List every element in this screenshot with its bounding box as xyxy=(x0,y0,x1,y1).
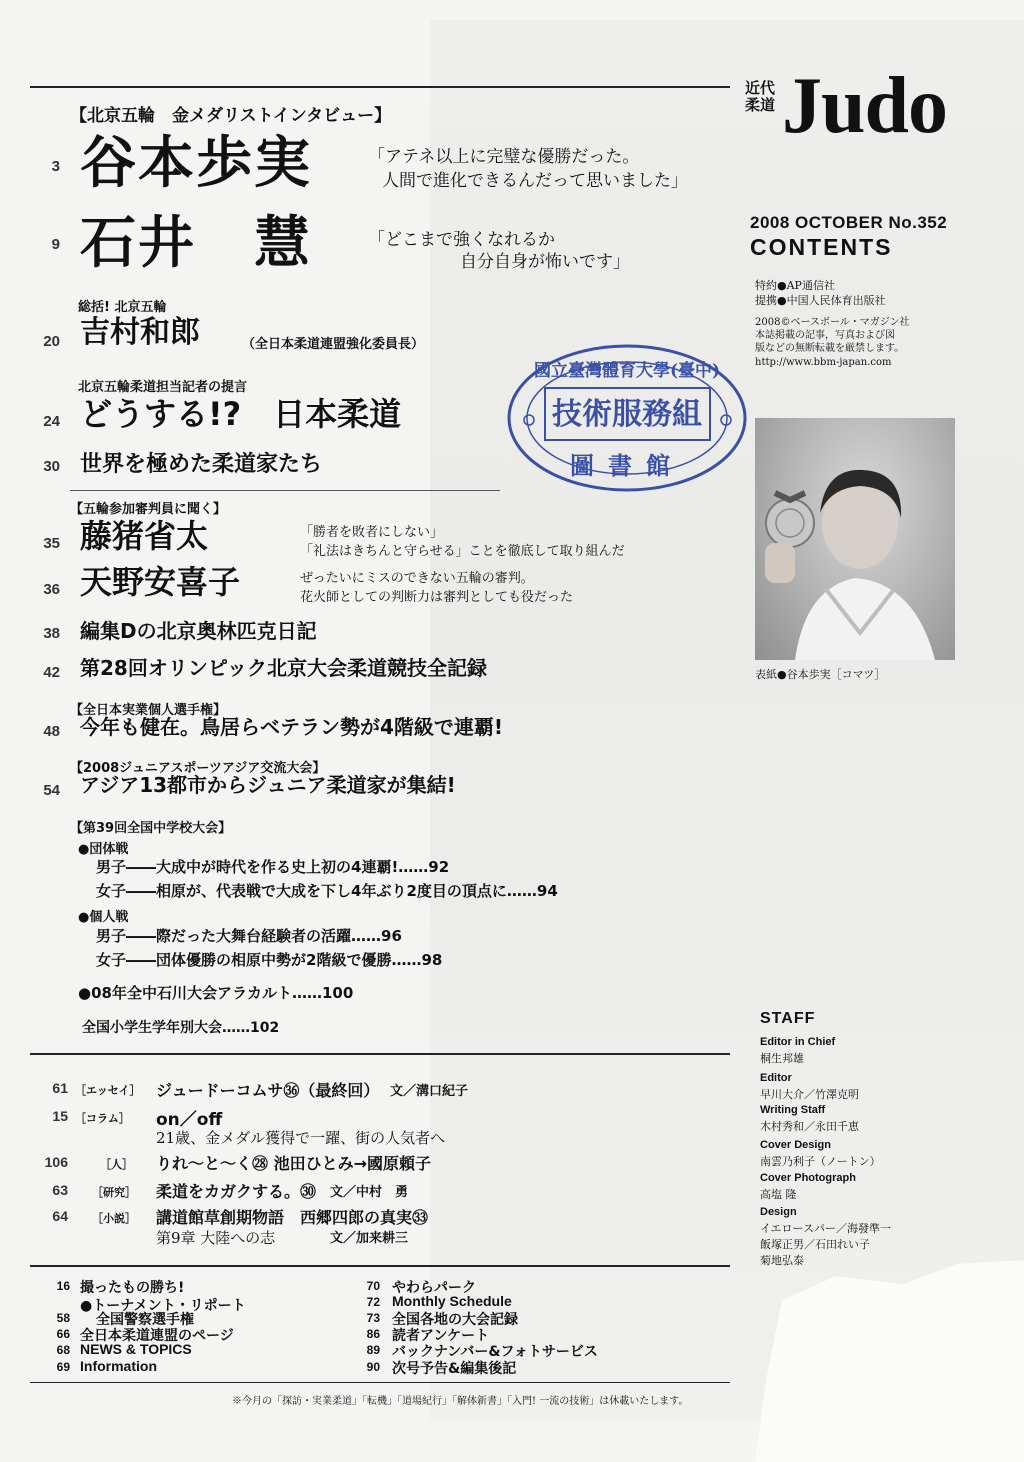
article-title-fujii[interactable]: 藤猪省太 xyxy=(80,517,209,555)
page-number: 24 xyxy=(43,413,60,430)
quote-fujii-2: 「礼法はきちんと守らせる」ことを徹底して取り組んだ xyxy=(300,544,625,559)
bottom-item[interactable]: Information xyxy=(80,1358,157,1374)
article-title-asia[interactable]: アジア13都市からジュニア柔道家が集結! xyxy=(80,773,456,797)
footnote: ※今月の「探訪・実業柔道」「転機」「道場紀行」「解体新書」「入門! 一流の技術」は休載いたします。 xyxy=(232,1396,689,1407)
staff-name: 飯塚正男／石田れい子 xyxy=(760,1238,870,1251)
series-sub-novel: 第9章 大陸への志 xyxy=(156,1229,276,1247)
page-number: 36 xyxy=(43,581,60,598)
page-number: 48 xyxy=(43,723,60,740)
series-category: ［人］ xyxy=(100,1158,133,1171)
page-number: 106 xyxy=(44,1154,68,1170)
page-number: 64 xyxy=(52,1208,68,1224)
series-title-relay[interactable]: りれ～と～く㉘ 池田ひとみ→國原頼子 xyxy=(156,1154,431,1173)
page-number: 90 xyxy=(366,1360,380,1374)
copyright-2: 本誌掲載の記事，写真および図 xyxy=(755,330,895,341)
series-title-novel[interactable]: 講道館草創期物語 西郷四郎の真実㉝ xyxy=(156,1208,429,1227)
page-number: 54 xyxy=(43,782,60,799)
stamp-bottom-text: 圖書館 xyxy=(570,451,684,480)
quote-amano-2: 花火師としての判断力は審判としても役だった xyxy=(300,590,574,605)
staff-role: Editor in Chief xyxy=(760,1036,836,1048)
header-tag: 【北京五輪 金メダリストインタビュー】 xyxy=(70,106,392,126)
section-tag: 【五輪参加審判員に聞く】 xyxy=(70,502,227,517)
individual-girls[interactable]: 女子――団体優勝の相原中勢が2階級で優勝……98 xyxy=(96,951,443,969)
quote-amano-1: ぜったいにミスのできない五輪の審判。 xyxy=(300,571,534,586)
article-title-amano[interactable]: 天野安喜子 xyxy=(80,563,241,601)
series-title-column[interactable]: on／off xyxy=(156,1110,223,1130)
logo-judo: Judo xyxy=(782,62,947,150)
staff-name: 桐生邦雄 xyxy=(760,1052,804,1065)
section-tag: 【全日本実業個人選手権】 xyxy=(70,703,227,718)
library-stamp xyxy=(505,340,750,495)
quote-ishii-2: 自分自身が怖いです」 xyxy=(460,252,630,272)
article-title-records[interactable]: 第28回オリンピック北京大会柔道競技全記録 xyxy=(80,656,488,680)
bottom-item[interactable]: 全国各地の大会記録 xyxy=(392,1312,518,1328)
staff-role: Cover Photograph xyxy=(760,1172,856,1184)
bottom-item[interactable]: 撮ったもの勝ち! xyxy=(80,1280,185,1296)
staff-name: 菊地弘泰 xyxy=(760,1254,804,1267)
ishikawa-ala-carte[interactable]: ●08年全中石川大会アラカルト……100 xyxy=(78,984,354,1002)
staff-name: 南雲乃利子（ノートン） xyxy=(760,1155,881,1168)
page-number: 3 xyxy=(51,158,60,175)
staff-name: 木村秀和／永田千恵 xyxy=(760,1120,859,1133)
logo-kanji: 近代柔道 xyxy=(745,79,776,115)
series-category: ［エッセイ］ xyxy=(75,1084,141,1097)
article-title-tanimoto[interactable]: 谷本歩実 xyxy=(80,131,312,196)
quote-tanimoto-1: 「アテネ以上に完璧な優勝だった。 xyxy=(368,147,640,167)
quote-ishii-1: 「どこまで強くなれるか xyxy=(368,230,555,250)
bottom-item[interactable]: 読者アンケート xyxy=(392,1328,490,1344)
page-number: 66 xyxy=(56,1327,70,1341)
series-title-essay[interactable]: ジュードーコムサ㊱（最終回） xyxy=(156,1081,380,1100)
page-number: 35 xyxy=(43,535,60,552)
individual-boys[interactable]: 男子――際だった大舞台経験者の活躍……96 xyxy=(96,927,402,945)
credit-special: 特約●AP通信社 xyxy=(755,279,835,292)
article-title-veteran[interactable]: 今年も健在。鳥居らベテラン勢が4階級で連覇! xyxy=(80,715,504,739)
elementary-tournament[interactable]: 全国小学生学年別大会……102 xyxy=(82,1020,280,1036)
series-author-science: 文／中村 勇 xyxy=(330,1185,409,1200)
staff-role: Writing Staff xyxy=(760,1104,826,1116)
bottom-item[interactable]: やわらパーク xyxy=(392,1280,476,1296)
top-rule xyxy=(30,86,730,88)
page-number: 16 xyxy=(56,1279,70,1293)
copyright-3: 版などの無断転載を厳禁します。 xyxy=(755,343,905,354)
section-rule xyxy=(70,490,500,491)
bottom-item[interactable]: バックナンバー&フォトサービス xyxy=(392,1344,598,1360)
staff-name: 高塩 隆 xyxy=(760,1188,797,1201)
series-author-essay: 文／溝口紀子 xyxy=(390,1084,469,1099)
footer-rule xyxy=(30,1382,730,1383)
series-title-science[interactable]: 柔道をカガクする。㉚ xyxy=(156,1182,317,1201)
cover-caption: 表紙●谷本歩実［コマツ］ xyxy=(755,668,886,681)
staff-name: イエロースパー／海發準一 xyxy=(760,1222,892,1235)
stamp-top-text: 國立臺灣體育大學(臺中) xyxy=(533,361,721,381)
page-number: 72 xyxy=(366,1295,380,1309)
series-category: ［研究］ xyxy=(92,1186,136,1199)
credit-provided: 提携●中国人民体育出版社 xyxy=(755,294,886,307)
page-number: 9 xyxy=(51,236,60,253)
section-tag: 北京五輪柔道担当記者の提言 xyxy=(78,380,248,395)
staff-role: Cover Design xyxy=(760,1139,831,1151)
page-number: 63 xyxy=(52,1182,68,1198)
article-title-ishii[interactable]: 石井 慧 xyxy=(80,211,312,276)
team-heading: ●団体戦 xyxy=(78,842,129,857)
bottom-item[interactable]: 次号予告&編集後記 xyxy=(392,1361,517,1377)
page-number: 58 xyxy=(56,1311,70,1325)
individual-heading: ●個人戦 xyxy=(78,910,129,925)
page-number: 70 xyxy=(366,1279,380,1293)
page-number: 15 xyxy=(52,1108,68,1124)
quote-fujii-1: 「勝者を敗者にしない」 xyxy=(300,525,444,540)
bottom-rule xyxy=(30,1265,730,1267)
bottom-item[interactable]: 全日本柔道連盟のページ xyxy=(80,1328,234,1344)
bottom-item[interactable]: ●トーナメント・リポート xyxy=(80,1298,246,1314)
staff-heading: STAFF xyxy=(760,1010,816,1027)
team-girls[interactable]: 女子――相原が、代表戦で大成を下し4年ぶり2度目の頂点に……94 xyxy=(96,882,558,900)
page-number: 20 xyxy=(43,333,60,350)
subtitle-yoshimura: （全日本柔道連盟強化委員長） xyxy=(242,337,425,352)
stamp-middle-text: 技術服務組 xyxy=(552,397,702,432)
page-number: 30 xyxy=(43,458,60,475)
team-boys[interactable]: 男子――大成中が時代を作る史上初の4連覇!……92 xyxy=(96,858,450,876)
bottom-item[interactable]: Monthly Schedule xyxy=(392,1293,512,1309)
page-number: 68 xyxy=(56,1343,70,1357)
contents-heading: CONTENTS xyxy=(750,234,893,260)
page-number: 61 xyxy=(52,1080,68,1096)
athlete-with-medal-illustration xyxy=(755,418,955,660)
page-number: 38 xyxy=(43,625,60,642)
section-tag: 総括! 北京五輪 xyxy=(78,300,167,315)
series-category: ［コラム］ xyxy=(75,1112,130,1125)
bottom-item[interactable]: 全国警察選手権 xyxy=(96,1312,194,1328)
article-title-sekai[interactable]: 世界を極めた柔道家たち xyxy=(80,452,323,477)
bottom-item[interactable]: NEWS & TOPICS xyxy=(80,1341,192,1357)
article-title-dousuru[interactable]: どうする!? 日本柔道 xyxy=(80,395,402,433)
article-title-diary[interactable]: 編集Dの北京奥林匹克日記 xyxy=(80,619,317,643)
staff-role: Design xyxy=(760,1206,797,1218)
copyright-1: 2008©ベースボール・マガジン社 xyxy=(755,317,910,328)
page-number: 69 xyxy=(56,1360,70,1374)
series-category: ［小説］ xyxy=(92,1212,136,1225)
staff-role: Editor xyxy=(760,1072,792,1084)
series-rule xyxy=(30,1053,730,1055)
cover-photo xyxy=(755,418,955,660)
page-number: 73 xyxy=(366,1311,380,1325)
quote-tanimoto-2: 人間で進化できるんだって思いました」 xyxy=(382,171,688,191)
section-tag: 【第39回全国中学校大会】 xyxy=(70,821,232,836)
series-author-novel: 文／加来耕三 xyxy=(330,1231,409,1246)
section-tag: 【2008ジュニアスポーツアジア交流大会】 xyxy=(70,761,326,776)
page-number: 86 xyxy=(366,1327,380,1341)
staff-name: 早川大介／竹澤克明 xyxy=(760,1088,859,1101)
series-sub-column: 21歳、金メダル獲得で一躍、街の人気者へ xyxy=(156,1129,446,1147)
page-number: 89 xyxy=(366,1343,380,1357)
issue-line: 2008 OCTOBER No.352 xyxy=(750,213,948,232)
page-number: 42 xyxy=(43,664,60,681)
article-title-yoshimura[interactable]: 吉村和郎 xyxy=(80,315,200,350)
website-url[interactable]: http://www.bbm-japan.com xyxy=(755,357,892,368)
